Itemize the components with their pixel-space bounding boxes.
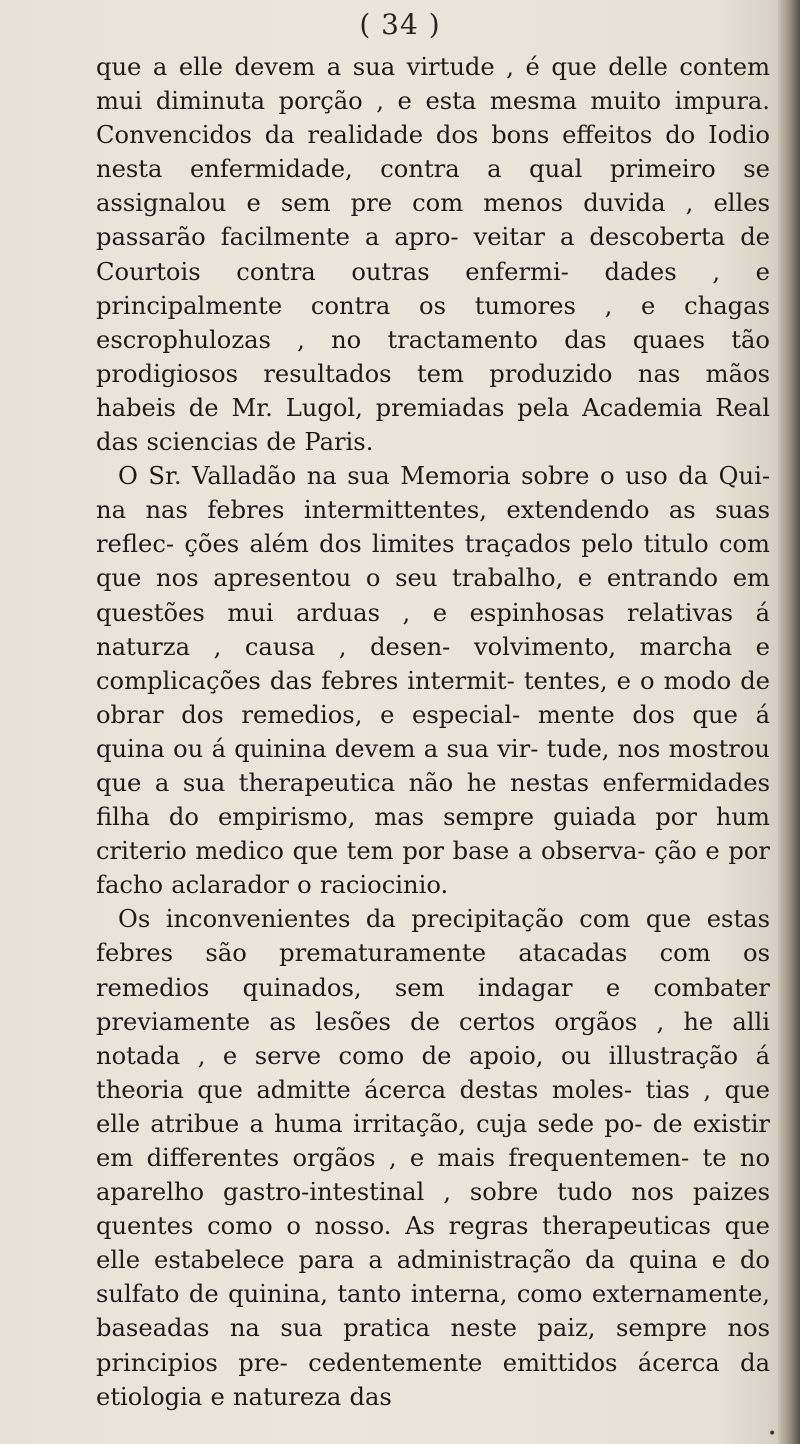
print-speck: • xyxy=(768,1426,777,1442)
paragraph-1: que a elle devem a sua virtude , é que delle contem mui diminuta porção , e esta mesma muito impura. Convencidos da realidade dos bons effeitos do Iodio nesta enfermidade, contra a qual primeiro se assignalou e sem pre com menos duvida , elles passarão facilmente a apro- veitar a descoberta de Courtois contra outras enfermi- dades , e principalmente contra os tumores , e chagas escrophulozas , no tractamento das quaes tão prodigiosos resultados tem produzido nas mãos habeis de Mr. Lugol, premiadas pela Academia Real das sciencias de Paris. xyxy=(96,53,770,457)
body-text xyxy=(96,50,770,1414)
page-edge-shadow xyxy=(778,0,800,1444)
paragraph-2: O Sr. Valladão na sua Memoria sobre o uso da Qui- na nas febres intermittentes, extendendo as suas reflec- ções além dos limites traçados pelo titulo com que nos apresentou o seu trabalho, e entrando em questões mui arduas , e espinhosas relativas á naturza , causa , desen- volvimento, marcha e complicações das febres intermit- tentes, e o modo de obrar dos remedios, e especial- mente dos que á quina ou á quinina devem a sua vir- tude, nos mostrou que a sua therapeutica não he nestas enfermidades filha do empirismo, mas sempre guiada por hum criterio medico que tem por base a observa- ção e por facho aclarador o raciocinio. xyxy=(96,462,770,900)
page-number: ( 34 ) xyxy=(359,8,441,41)
paragraph-3: Os inconvenientes da precipitação com que estas febres são prematuramente atacadas com os remedios quinados, sem indagar e combater previamente as lesões de certos orgãos , he alli notada , e serve como de apoio, ou illustração á theoria que admitte ácerca destas moles- tias , que elle atribue a huma irritação, cuja sede po- de existir em differentes orgãos , e mais frequentemen- te no aparelho gastro-intestinal , sobre tudo nos paizes quentes como o nosso. As regras therapeuticas que elle estabelece para a administração da quina e do sulfato de quinina, tanto interna, como externamente, baseadas na sua pratica neste paiz, sempre nos principios pre- cedentemente emittidos ácerca da etiologia e natureza das xyxy=(96,905,770,1411)
